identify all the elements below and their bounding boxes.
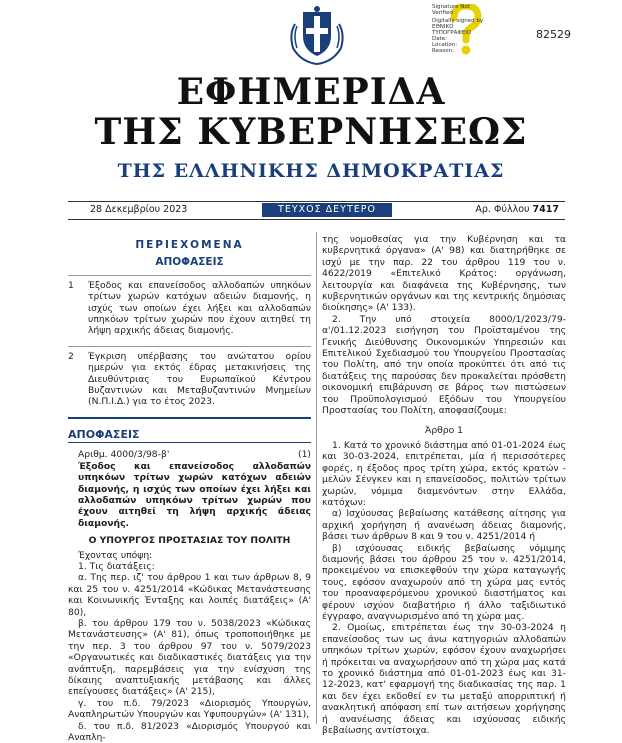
toc-end-rule bbox=[68, 417, 311, 419]
decision-title: Έξοδος και επανείσοδος αλλοδαπών υπηκόων τρίτων χωρών κατόχων αδειών διαμονής, η ισχύς των οποίων έχει λήξει και αλλοδαπών υπηκόων τρίτων χωρών που έχουν αιτηθεί τη λήψη αρχικής άδειας διαμονής. bbox=[78, 460, 311, 529]
issue-date: 28 Δεκεμβρίου 2023 bbox=[90, 204, 188, 215]
toc-rule bbox=[68, 275, 311, 276]
toc-rule bbox=[68, 346, 311, 347]
header-bottom-rule bbox=[68, 219, 565, 220]
minister-heading: Ο ΥΠΟΥΡΓΟΣ ΠΡΟΣΤΑΣΙΑΣ ΤΟΥ ΠΟΛΙΤΗ bbox=[88, 535, 291, 547]
paragraph: β) ισχύουσας ειδικής βεβαίωσης νόμιμης διαμονής βάσει του άρθρου 25 του ν. 4251/2014, προκειμένου να επισκεφθούν την χώρα καταγωγής τους, εφόσον αναχωρούν από τη χώρα μας εντός του προαναφερόμενου χρονικού διαστήματος και φέρουν ισχύον διαβατήριο ή άλλο ταξιδιωτικό έγγραφο, αναγνωρισμένο από τη χώρα μας. bbox=[322, 542, 566, 622]
page-number: 82529 bbox=[536, 28, 571, 41]
toc-title: ΠΕΡΙΕΧΟΜΕΝΑ bbox=[135, 239, 244, 251]
section-heading: ΑΠΟΦΑΣΕΙΣ bbox=[68, 427, 140, 441]
left-column bbox=[68, 240, 311, 743]
article-heading: Άρθρο 1 bbox=[424, 424, 464, 436]
signature-stamp: Signature Not Verified Digitally signed by ΕΘΝΙΚΟ ΤΥΠΟΓΡΑΦΕΙΟ Date: Location: Reason: bbox=[432, 4, 494, 56]
paragraph: α) Ισχύουσας βεβαίωσης κατάθεσης αίτησης για αρχική χορήγηση ή ανανέωση άδειας διαμονής, βάσει των άρθρων 8 και 9 του ν. 4251/2014 ή bbox=[322, 508, 566, 543]
masthead-subtitle: ΤΗΣ ΕΛΛΗΝΙΚΗΣ ΔΗΜΟΚΡΑΤΙΑΣ bbox=[117, 160, 505, 182]
toc-item[interactable]: 1 Έξοδος και επανείσοδος αλλοδαπών υπηκόων τρίτων χωρών κατόχων αδειών διαμονής, η ισχύς των οποίων έχει λήξει και αλλοδαπών υπηκόων τρίτων χωρών που έχουν αιτηθεί τη λήψη αρχικής άδειας διαμονής. bbox=[68, 279, 311, 337]
paragraph: α. Της περ. ιζ' του άρθρου 1 και των άρθρων 8, 9 και 25 του ν. 4251/2014 «Κώδικας Μετανάστευσης και Κοινωνικής Ένταξης και λοιπές διατάξεις» (Α' 80), bbox=[68, 572, 311, 618]
paragraph: 1. Κατά το χρονικό διάστημα από 01-01-2024 έως και 30-03-2024, επιτρέπεται, μία ή περισσότερες φορές, η έξοδος προς τρίτη χώρα, εκτός κρατών - μελών Σένγκεν και η επανείσοδος, πολιτών τρίτων χωρών, νόμιμα διαμενόντων στην Ελλάδα, κατόχων: bbox=[322, 439, 566, 508]
paragraph: της νομοθεσίας για την Κυβέρνηση και τα κυβερνητικά όργανα» (Α' 98) και διατηρήθηκε σε ισχύ με την παρ. 22 του άρθρου 119 του ν. 4622/2019 «Επιτελικό Κράτος: οργάνωση, λειτουργία και διαφάνεια της Κυβέρνησης, των κυβερνητικών οργάνων και της κεντρικής δημόσιας διοίκησης» (Α' 133). bbox=[322, 234, 566, 314]
sheet-number: Αρ. Φύλλου 7417 bbox=[475, 204, 559, 215]
paragraph: β. του άρθρου 179 του ν. 5038/2023 «Κώδικας Μετανάστευσης» (Α' 81), όπως τροποποιήθηκε με την περ. 3 του άρθρου 97 του ν. 5079/2023 «Οργανωτικές και διαδικαστικές διατάξεις για την ανάπτυξη, παρεμβάσεις για την ενίσχυση της δίκαιης αναπτυξιακής μετάβασης και άλλες επείγουσες διατάξεις» (Α' 215), bbox=[68, 617, 311, 698]
greek-coat-of-arms-icon bbox=[287, 4, 347, 66]
having-regard: Έχοντας υπόψη: bbox=[78, 549, 153, 561]
issue-info-bar bbox=[68, 203, 565, 218]
issue-label: ΤΕΥΧΟΣ ΔΕΥΤΕΡΟ bbox=[262, 203, 392, 217]
paragraph: 2. Την υπό στοιχεία 8000/1/2023/79-α'/01.12.2023 εισήγηση του Προϊσταμένου της Γενικής Διεύθυνσης Οικονομικών Υπηρεσιών και Επιτελικού Σχεδιασμού του Υπουργείου Προστασίας του Πολίτη, από την οποία προκύπτει ότι από τις διατάξεις της παρούσας δεν προκαλείται πρόσθετη οικονομική επιβάρυνση σε βάρος των πιστώσεων του Προϋπολογισμού Εξόδων του Υπουργείου Προστασίας του Πολίτη, αποφασίζουμε: bbox=[322, 313, 566, 417]
decision-number: Αριθμ. 4000/3/98-β' (1) bbox=[78, 449, 311, 461]
paragraph: δ. του π.δ. 81/2023 «Διορισμός Υπουργού και Αναπλη- bbox=[68, 720, 311, 743]
section-rule bbox=[68, 442, 311, 443]
toc-section: ΑΠΟΦΑΣΕΙΣ bbox=[155, 256, 224, 269]
paragraph: γ. του π.δ. 79/2023 «Διορισμός Υπουργών, Αναπληρωτών Υπουργών και Υφυπουργών» (Α' 131), bbox=[68, 697, 311, 721]
header-top-rule bbox=[68, 201, 565, 202]
masthead-title-line2: ΤΗΣ ΚΥΒΕΡΝΗΣΕΩΣ bbox=[94, 111, 528, 153]
toc-item[interactable]: 2 Έγκριση υπέρβασης του ανώτατου ορίου ημερών για εκτός έδρας μετακινήσεις της Διευθύντριας του Ευρωπαϊκού Κέντρου Βυζαντινών και Μεταβυζαντινών Μνημείων (Ν.Π.Ι.Δ.) για το έτος 2023. bbox=[68, 350, 311, 408]
masthead-title: ΕΦΗΜΕΡΙΔΑ bbox=[176, 71, 446, 113]
column-divider bbox=[316, 232, 317, 724]
provisions-intro: 1. Τις διατάξεις: bbox=[78, 560, 155, 572]
paragraph: 2. Ομοίως, επιτρέπεται έως την 30-03-2024 η επανείσοδος των ως άνω κατηγοριών αλλοδαπών υπηκόων τρίτων χωρών, εφόσον έχουν αναχωρήσει ή πρόκειται να αναχωρήσουν από τη χώρα μας κατά το χρονικό διάστημα από 01-01-2023 έως και 31-12-2023, κατ' εφαρμογή της διαδικασίας της παρ. 1 και δεν έχει εκδοθεί εν τω μεταξύ απορριπτική ή ανακλητική απόφαση επί των αιτήσεων χορήγησης ή ανανέωσης άδειας και ισχύουσας ειδικής βεβαίωσης αντίστοιχα. bbox=[322, 622, 566, 737]
right-column bbox=[322, 234, 566, 736]
